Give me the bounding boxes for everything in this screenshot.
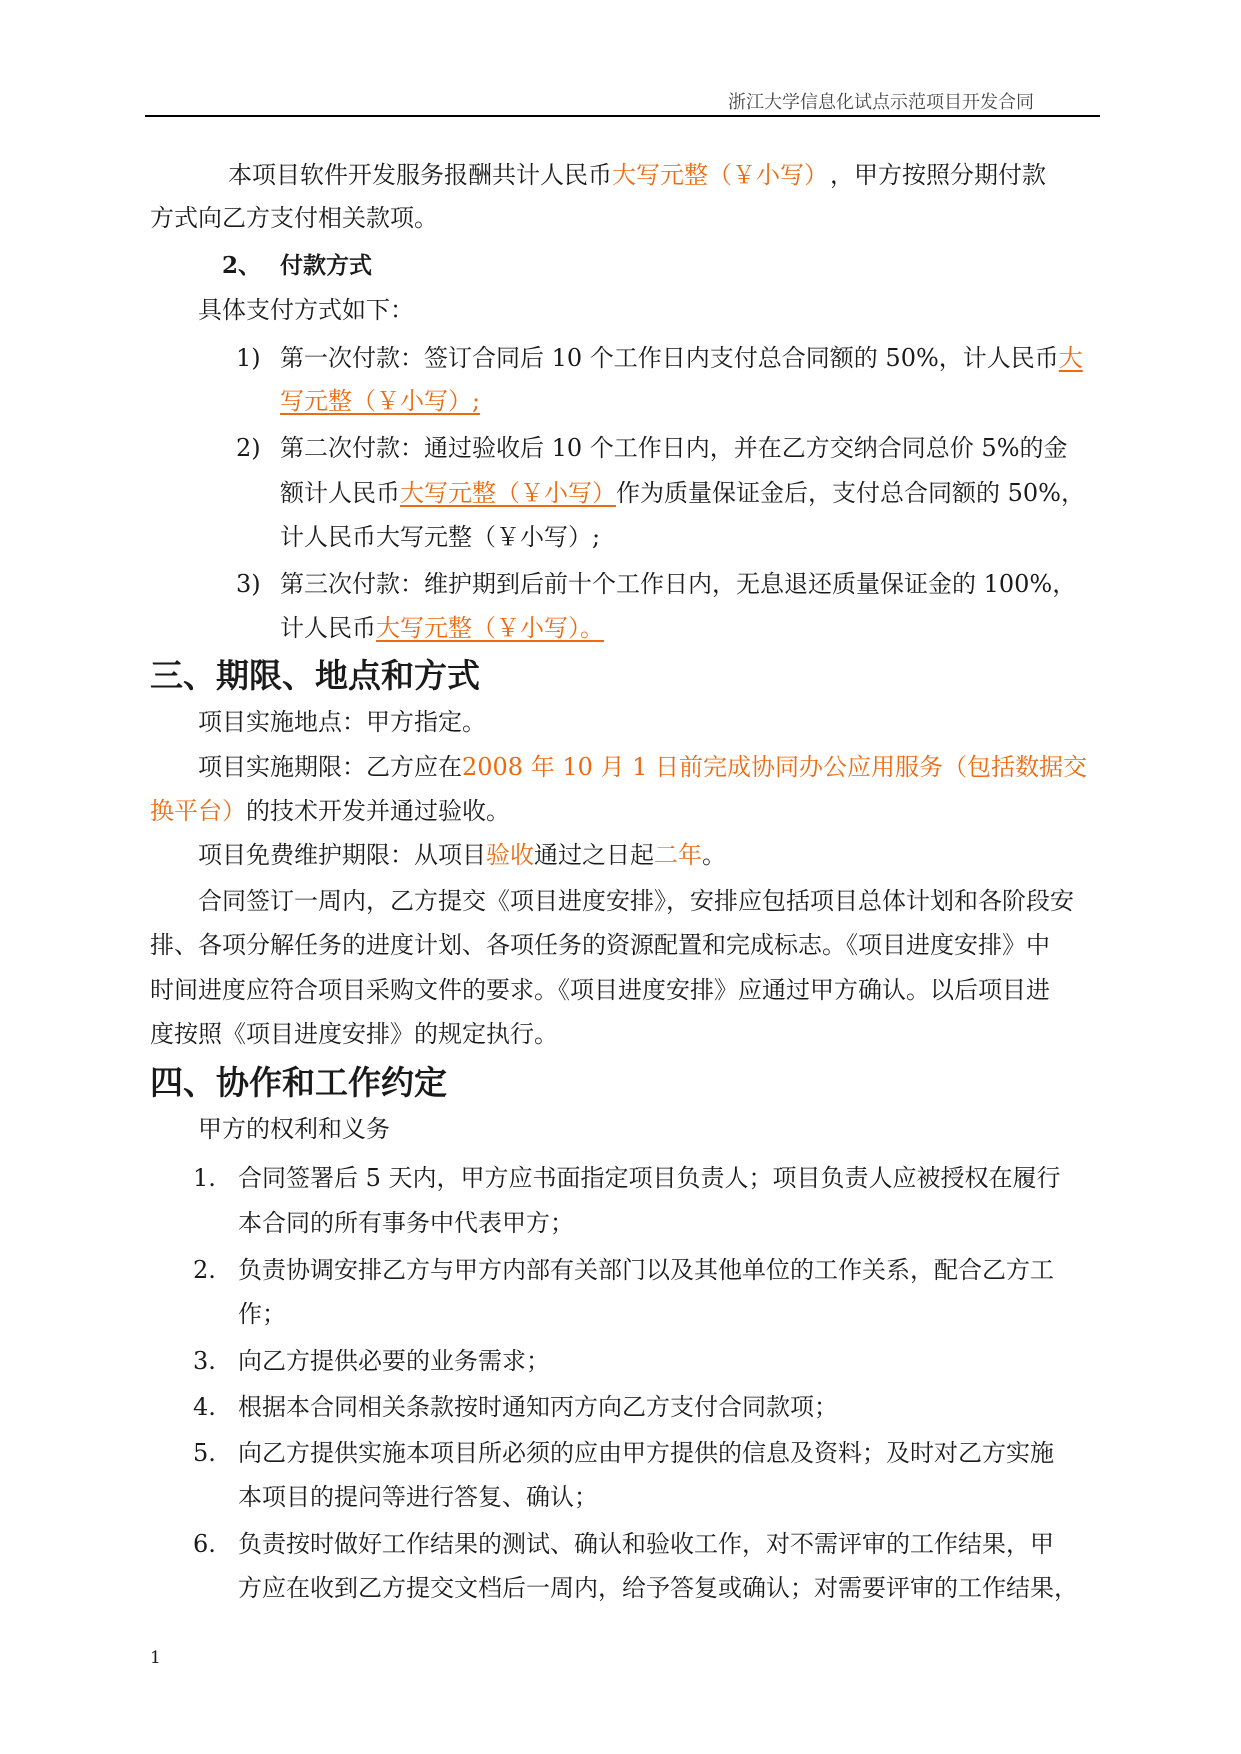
text: 本项目软件开发服务报酬共计人民币: [228, 161, 612, 189]
amount-placeholder: 大: [1058, 344, 1083, 372]
list-item: 合同签署后 5 天内，甲方应书面指定项目负责人；项目负责人应被授权在履行: [238, 1164, 1061, 1192]
list-item: 负责协调安排乙方与甲方内部有关部门以及其他单位的工作关系，配合乙方工: [238, 1256, 1054, 1284]
list-number: 1): [236, 344, 261, 372]
paragraph-line: 合同签订一周内，乙方提交《项目进度安排》，安排应包括项目总体计划和各阶段安: [198, 887, 1074, 915]
paragraph-line: 时间进度应符合项目采购文件的要求。《项目进度安排》应通过甲方确认。以后项目进: [150, 976, 1050, 1004]
list-number: 3): [236, 570, 261, 598]
text: 项目实施期限：乙方应在: [198, 753, 462, 781]
payment-item-2-line3: 计人民币大写元整（￥小写）;: [280, 523, 601, 551]
payment-item-3-line2: [280, 613, 604, 643]
highlight-text: 验收: [486, 841, 534, 869]
section-number: 2、: [222, 252, 262, 279]
text: 通过之日起: [534, 841, 654, 869]
list-number: 6.: [193, 1530, 216, 1558]
amount-placeholder: 大写元整（￥小写）。: [376, 614, 604, 642]
list-item: 根据本合同相关条款按时通知丙方向乙方支付合同款项；: [238, 1393, 838, 1421]
amount-placeholder: 大写元整（￥小写）: [612, 161, 816, 189]
paragraph-line: 方式向乙方支付相关款项。: [150, 204, 438, 232]
paragraph-line: 排、各项分解任务的进度计划、各项任务的资源配置和完成标志。《项目进度安排》中: [150, 931, 1050, 959]
payment-item-2-line2: [280, 478, 1085, 508]
section-heading-3: 三、期限、地点和方式: [150, 656, 480, 695]
list-number: 4.: [193, 1393, 216, 1421]
paragraph-line: 项目实施地点：甲方指定。: [198, 708, 486, 736]
payment-item-3: 第三次付款：维护期到后前十个工作日内，无息退还质量保证金的 100%，: [280, 570, 1077, 598]
text: 的技术开发并通过验收。: [246, 797, 510, 825]
highlight-date: 2008 年 10 月 1 日前完成协同办公应用服务（包括数据交: [462, 753, 1088, 781]
paragraph-line: 度按照《项目进度安排》的规定执行。: [150, 1020, 558, 1048]
paragraph-deadline: [198, 752, 1087, 782]
text: 计人民币: [280, 614, 376, 642]
list-item: 向乙方提供实施本项目所必须的应由甲方提供的信息及资料；及时对乙方实施: [238, 1439, 1054, 1467]
page-number: 1: [150, 1648, 161, 1668]
header-title: 浙江大学信息化试点示范项目开发合同: [728, 92, 1034, 113]
list-number: 2.: [193, 1256, 216, 1284]
highlight-text: 二年: [654, 841, 702, 869]
amount-placeholder: 大写元整（￥小写）: [400, 479, 616, 507]
paragraph-line: 甲方的权利和义务: [198, 1115, 390, 1143]
list-number: 1.: [193, 1164, 216, 1192]
paragraph-maintenance: [198, 840, 726, 870]
text: 作为质量保证金后，支付总合同额的 50%，: [616, 479, 1085, 507]
list-item-cont: 方应在收到乙方提交文档后一周内，给予答复或确认；对需要评审的工作结果，: [238, 1574, 1078, 1602]
paragraph-remuneration: [228, 160, 1046, 190]
text: 项目免费维护期限：从项目: [198, 841, 486, 869]
text: ，甲方按照分期付款: [830, 161, 1046, 189]
list-item-cont: 作；: [238, 1300, 286, 1328]
list-number: 2): [236, 434, 261, 462]
payment-item-2: 第二次付款：通过验收后 10 个工作日内，并在乙方交纳合同总价 5%的金: [280, 434, 1068, 462]
text: 第一次付款：签订合同后 10 个工作日内支付总合同额的 50%，计人民币: [280, 344, 1059, 372]
text: 。: [702, 841, 726, 869]
header-rule: [145, 115, 1100, 117]
payment-intro: 具体支付方式如下：: [198, 296, 414, 324]
list-number: 5.: [193, 1439, 216, 1467]
section-heading-4: 四、协作和工作约定: [150, 1063, 447, 1102]
paragraph-deadline-line2: [150, 796, 510, 826]
list-item: 向乙方提供必要的业务需求；: [238, 1347, 550, 1375]
payment-item-1: [280, 343, 1083, 373]
text: 额计人民币: [280, 479, 400, 507]
list-number: 3.: [193, 1347, 216, 1375]
list-item: 负责按时做好工作结果的测试、确认和验收工作，对不需评审的工作结果，甲: [238, 1530, 1054, 1558]
amount-placeholder: 写元整（￥小写）;: [280, 387, 481, 415]
list-item-cont: 本项目的提问等进行答复、确认；: [238, 1483, 598, 1511]
highlight-text: 换平台）: [150, 797, 246, 825]
section-heading-payment: 付款方式: [280, 252, 372, 279]
list-item-cont: 本合同的所有事务中代表甲方；: [238, 1209, 574, 1237]
